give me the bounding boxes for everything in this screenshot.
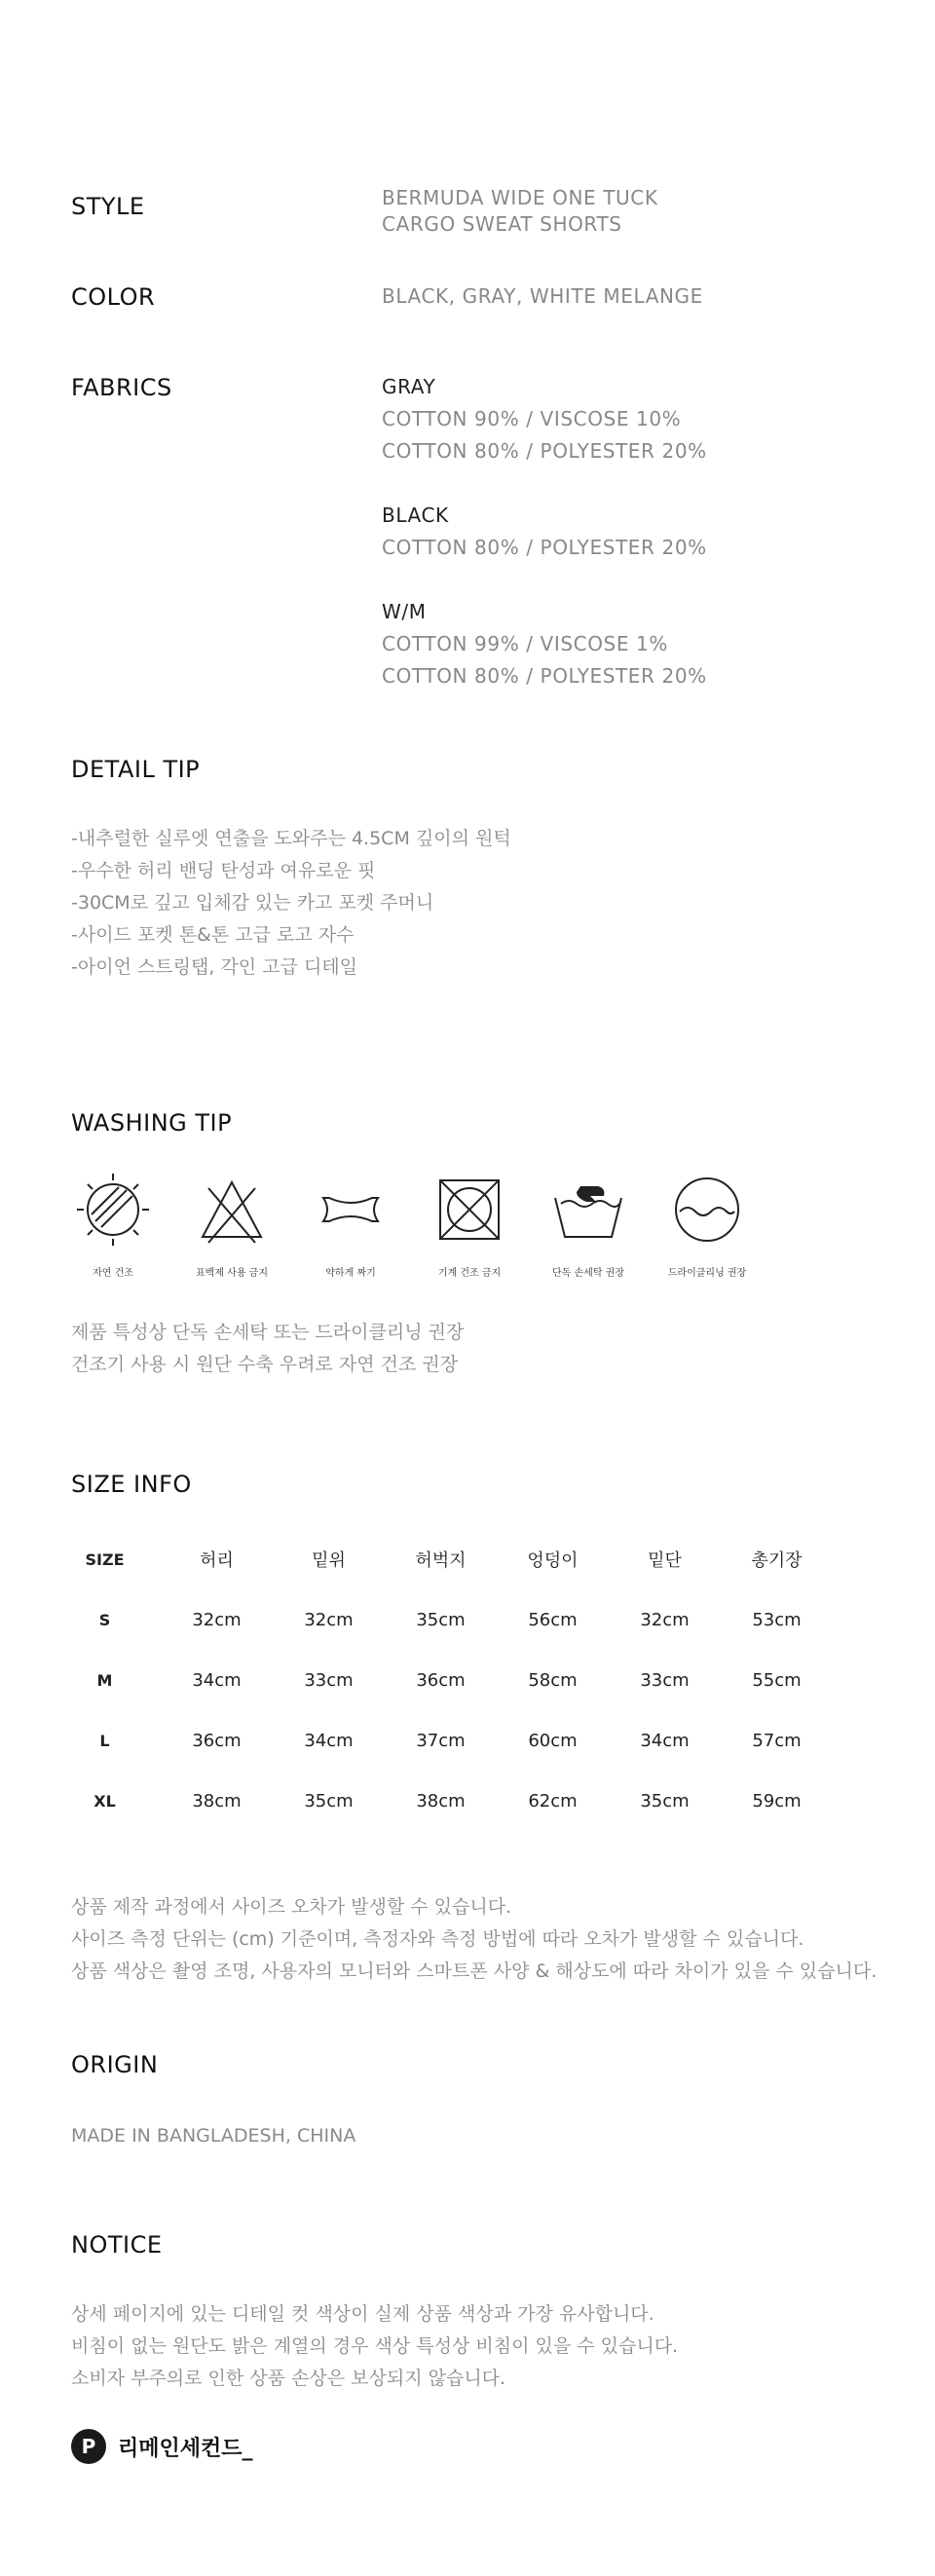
notice-line: 상세 페이지에 있는 디테일 컷 색상이 실제 상품 색상과 가장 유사합니다. xyxy=(71,2303,654,2325)
size-note: 사이즈 측정 단위는 (cm) 기준이며, 측정자와 측정 방법에 따라 오차가 발생할 수 있습니다. xyxy=(71,1928,804,1950)
size-header-cell: 밑단 xyxy=(648,1550,682,1571)
size-header-cell: 총기장 xyxy=(751,1550,803,1571)
table-cell: 32cm xyxy=(304,1609,354,1630)
wash-label: 자연 건조 xyxy=(93,1268,133,1279)
style-value-line-1: BERMUDA WIDE ONE TUCK xyxy=(382,186,658,209)
table-row xyxy=(49,1589,833,1650)
table-cell: 36cm xyxy=(416,1669,466,1691)
size-row-label: S xyxy=(98,1610,111,1629)
color-value: BLACK, GRAY, WHITE MELANGE xyxy=(382,284,703,308)
fabrics-label: FABRICS xyxy=(71,374,172,401)
notice-line: 소비자 부주의로 인한 상품 손상은 보상되지 않습니다. xyxy=(71,2368,506,2389)
no-tumble-dry-icon xyxy=(429,1169,510,1251)
table-cell: 32cm xyxy=(640,1609,690,1630)
detail-line: -30CM로 깊고 입체감 있는 카고 포켓 주머니 xyxy=(71,892,434,914)
table-row xyxy=(49,1710,833,1771)
color-label: COLOR xyxy=(71,283,156,311)
table-cell: 35cm xyxy=(640,1790,690,1811)
size-table-header xyxy=(49,1529,833,1589)
wash-item-dry-clean xyxy=(648,1169,767,1279)
size-header-cell: 허리 xyxy=(200,1550,234,1571)
fabric-gray-name: GRAY xyxy=(382,375,436,398)
table-cell: 58cm xyxy=(528,1669,578,1691)
fabric-black-name: BLACK xyxy=(382,504,449,527)
wash-label: 기계 건조 금지 xyxy=(437,1268,502,1279)
washing-note: 제품 특성상 단독 손세탁 또는 드라이클리닝 권장 xyxy=(71,1322,465,1343)
size-row-label: M xyxy=(96,1670,113,1690)
table-cell: 34cm xyxy=(192,1669,242,1691)
size-row-label: L xyxy=(99,1731,110,1750)
wash-item-no-tumble-dry xyxy=(410,1169,529,1279)
dry-clean-icon xyxy=(666,1169,748,1251)
table-cell: 59cm xyxy=(752,1790,802,1811)
table-row xyxy=(49,1650,833,1710)
size-header-cell: 허벅지 xyxy=(415,1550,467,1571)
table-cell: 32cm xyxy=(192,1609,242,1630)
detail-line: -사이드 포켓 톤&톤 고급 로고 자수 xyxy=(71,924,355,946)
origin-title: ORIGIN xyxy=(71,2051,159,2078)
sun-dry-icon xyxy=(72,1169,154,1251)
wash-item-gentle-wring xyxy=(291,1169,410,1279)
fabric-black-line-1: COTTON 80% / POLYESTER 20% xyxy=(382,536,707,559)
hand-wash-icon xyxy=(547,1169,629,1251)
notice-title: NOTICE xyxy=(71,2231,163,2259)
table-cell: 60cm xyxy=(528,1730,578,1751)
size-note: 상품 색상은 촬영 조명, 사용자의 모니터와 스마트폰 사양 & 해상도에 따라 차이가 있을 수 있습니다. xyxy=(71,1960,878,1982)
size-header-cell: 밑위 xyxy=(312,1550,346,1571)
origin-value: MADE IN BANGLADESH, CHINA xyxy=(71,2125,356,2147)
style-label: STYLE xyxy=(71,193,145,220)
table-cell: 62cm xyxy=(528,1790,578,1811)
wash-item-hand-wash xyxy=(529,1169,648,1279)
size-header-cell: SIZE xyxy=(85,1549,125,1569)
table-cell: 34cm xyxy=(640,1730,690,1751)
table-cell: 53cm xyxy=(752,1609,802,1630)
wash-label: 드라이클리닝 권장 xyxy=(667,1268,747,1279)
size-note: 상품 제작 과정에서 사이즈 오차가 발생할 수 있습니다. xyxy=(71,1896,512,1918)
size-row-label: XL xyxy=(94,1791,116,1811)
notice-line: 비침이 없는 원단도 밝은 계열의 경우 색상 특성상 비침이 있을 수 있습니다. xyxy=(71,2335,679,2357)
wash-item-sun-dry xyxy=(54,1169,172,1279)
fabric-gray-line-1: COTTON 90% / VISCOSE 10% xyxy=(382,407,682,430)
table-cell: 36cm xyxy=(192,1730,242,1751)
wash-label: 약하게 짜기 xyxy=(325,1268,376,1279)
washing-title: WASHING TIP xyxy=(71,1109,233,1137)
table-cell: 34cm xyxy=(304,1730,354,1751)
brand-mark-icon xyxy=(71,2429,106,2464)
table-cell: 37cm xyxy=(416,1730,466,1751)
fabric-wm-line-2: COTTON 80% / POLYESTER 20% xyxy=(382,664,707,688)
table-cell: 35cm xyxy=(416,1609,466,1630)
table-cell: 38cm xyxy=(416,1790,466,1811)
fabric-wm-name: W/M xyxy=(382,600,427,623)
no-bleach-icon xyxy=(191,1169,273,1251)
table-cell: 38cm xyxy=(192,1790,242,1811)
brand-mark-letter: P xyxy=(81,2435,96,2458)
gentle-wring-icon xyxy=(310,1169,392,1251)
size-table xyxy=(49,1529,833,1831)
detail-line: -우수한 허리 밴딩 탄성과 여유로운 핏 xyxy=(71,860,376,881)
washing-note: 건조기 사용 시 원단 수축 우려로 자연 건조 권장 xyxy=(71,1354,459,1375)
brand-logo xyxy=(71,2429,253,2464)
detail-line: -내추럴한 실루엣 연출을 도와주는 4.5CM 깊이의 원턱 xyxy=(71,828,511,849)
wash-label: 표백제 사용 금지 xyxy=(196,1268,268,1279)
wash-item-no-bleach xyxy=(172,1169,291,1279)
wash-label: 단독 손세탁 권장 xyxy=(552,1268,624,1279)
fabric-gray-line-2: COTTON 80% / POLYESTER 20% xyxy=(382,439,707,463)
table-cell: 56cm xyxy=(528,1609,578,1630)
table-cell: 33cm xyxy=(640,1669,690,1691)
size-header-cell: 엉덩이 xyxy=(527,1550,579,1571)
detail-line: -아이언 스트링탭, 각인 고급 디테일 xyxy=(71,956,358,978)
table-row xyxy=(49,1771,833,1831)
table-cell: 55cm xyxy=(752,1669,802,1691)
table-cell: 35cm xyxy=(304,1790,354,1811)
detail-title: DETAIL TIP xyxy=(71,756,201,783)
size-title: SIZE INFO xyxy=(71,1471,192,1498)
fabric-wm-line-1: COTTON 99% / VISCOSE 1% xyxy=(382,632,668,655)
style-value-line-2: CARGO SWEAT SHORTS xyxy=(382,212,622,236)
brand-name: 리메인세컨드_ xyxy=(118,2436,253,2461)
table-cell: 57cm xyxy=(752,1730,802,1751)
table-cell: 33cm xyxy=(304,1669,354,1691)
